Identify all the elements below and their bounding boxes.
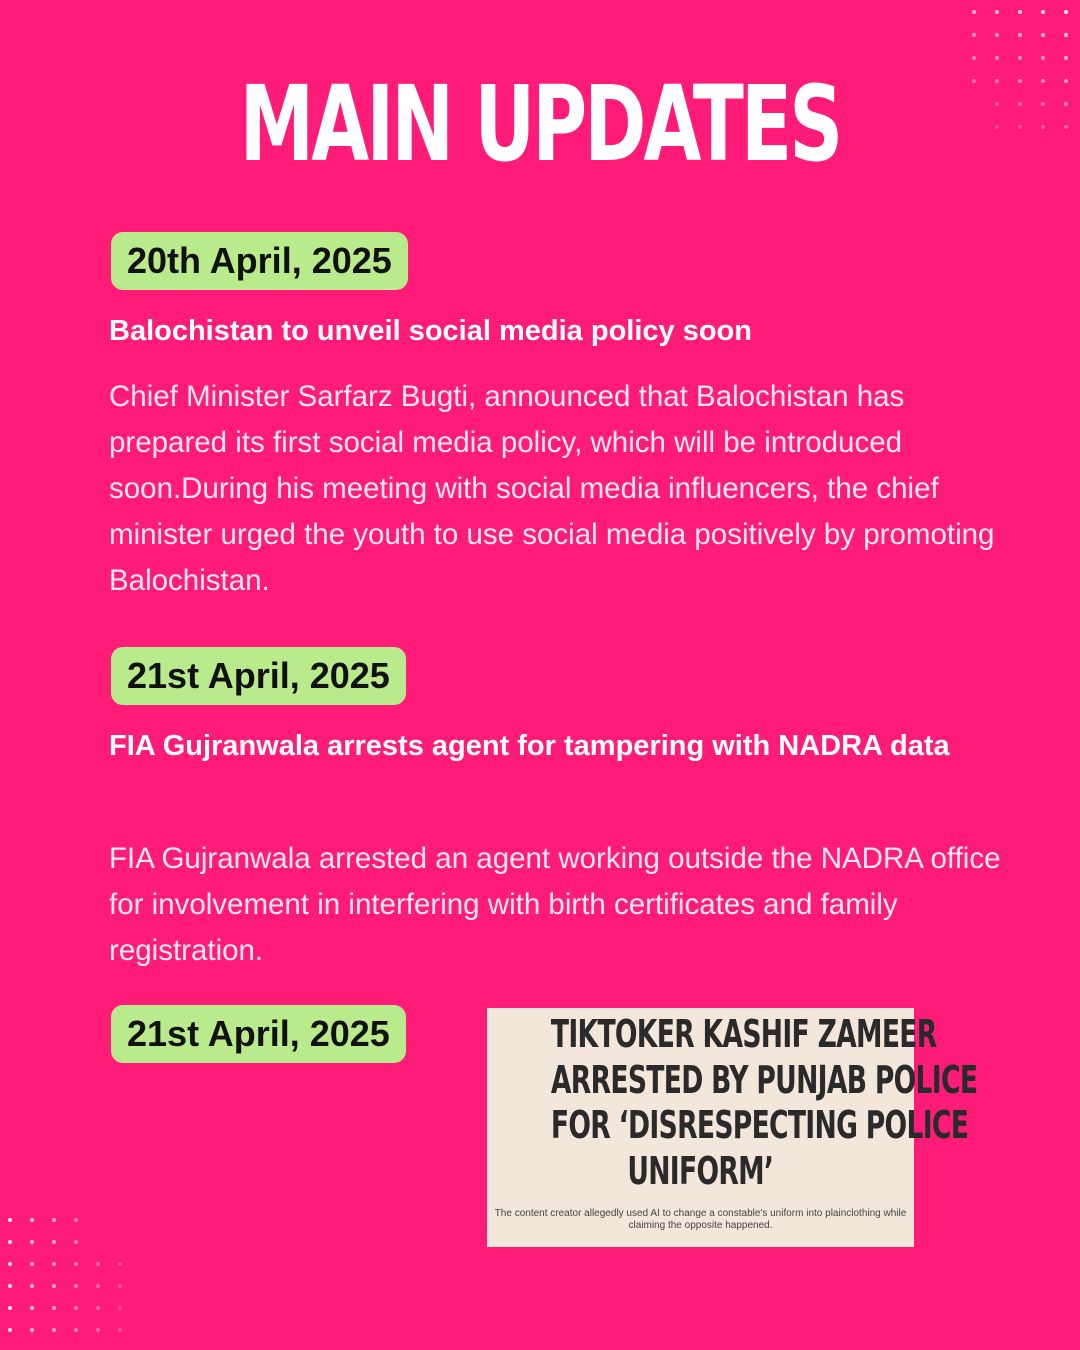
decorative-dot	[8, 1306, 12, 1310]
decorative-dot	[8, 1240, 12, 1244]
clipping-headline-line: ARRESTED BY PUNJAB POLICE	[550, 1057, 978, 1102]
date-badge: 21st April, 2025	[111, 647, 406, 705]
decorative-dot	[972, 79, 976, 83]
page-title: MAIN UPDATES	[239, 63, 841, 185]
decorative-dot	[118, 1306, 122, 1310]
clipping-headline-line: TIKTOKER KASHIF ZAMEER	[550, 1012, 937, 1056]
decorative-dot	[74, 1218, 78, 1222]
decorative-dot	[8, 1284, 12, 1288]
decorative-dot	[995, 79, 999, 83]
decorative-dot	[1041, 33, 1045, 37]
decorative-dot	[52, 1218, 56, 1222]
date-badge: 20th April, 2025	[111, 232, 408, 290]
decorative-dot	[972, 10, 976, 14]
clipping-headline	[550, 1012, 978, 1194]
decorative-dot	[1064, 33, 1068, 37]
decorative-dot	[30, 1306, 34, 1310]
date-badge: 21st April, 2025	[111, 1005, 406, 1063]
decorative-dot	[1018, 79, 1022, 83]
decorative-dot	[1064, 56, 1068, 60]
decorative-dot	[96, 1262, 100, 1266]
decorative-dot	[30, 1284, 34, 1288]
clipping-headline-line: FOR ‘DISRESPECTING POLICE	[550, 1103, 969, 1147]
decorative-dot	[74, 1284, 78, 1288]
decorative-dot	[1018, 56, 1022, 60]
decorative-dot	[8, 1328, 12, 1332]
decorative-dot	[118, 1262, 122, 1266]
update-body: FIA Gujranwala arrested an agent working outside the NADRA office for involvement in interfering with birth certificates and family registration.	[109, 842, 1001, 967]
decorative-dot	[1041, 56, 1045, 60]
decorative-dot	[52, 1284, 56, 1288]
decorative-dot	[118, 1284, 122, 1288]
decorative-dot	[1018, 102, 1022, 106]
decorative-dot	[96, 1306, 100, 1310]
decorative-dot	[52, 1262, 56, 1266]
decorative-dot	[1064, 102, 1068, 106]
decorative-dot	[995, 33, 999, 37]
decorative-dot	[96, 1328, 100, 1332]
clipping-caption: The content creator allegedly used AI to change a constable's uniform into plainclothing while claiming the opposite happened.	[494, 1208, 907, 1231]
decorative-dot	[8, 1218, 12, 1222]
decorative-dot	[1018, 125, 1022, 129]
decorative-dot	[1041, 79, 1045, 83]
decorative-dot	[74, 1328, 78, 1332]
decorative-dot	[74, 1262, 78, 1266]
decorative-dot	[1018, 10, 1022, 14]
decorative-dot	[972, 56, 976, 60]
decorative-dot	[74, 1306, 78, 1310]
decorative-dot	[1041, 125, 1045, 129]
decorative-dot	[1018, 33, 1022, 37]
decorative-dot	[118, 1328, 122, 1332]
update-body: Chief Minister Sarfarz Bugti, announced that Balochistan has prepared its first social media policy, which will be introduced soon.During his meeting with social media influencers, the chief minister urged the youth to use social media positively by promoting Balochistan.	[109, 380, 995, 597]
decorative-dot	[52, 1306, 56, 1310]
decorative-dot	[995, 56, 999, 60]
decorative-dot	[1064, 79, 1068, 83]
decorative-dot	[972, 33, 976, 37]
decorative-dot	[52, 1240, 56, 1244]
decorative-dot	[1064, 125, 1068, 129]
decorative-dot	[30, 1240, 34, 1244]
decorative-dot	[995, 10, 999, 14]
decorative-dot	[1041, 10, 1045, 14]
decorative-dot	[30, 1328, 34, 1332]
decorative-dot	[74, 1240, 78, 1244]
decorative-dot	[30, 1218, 34, 1222]
decorative-dot	[1041, 102, 1045, 106]
decorative-dot	[52, 1328, 56, 1332]
update-headline: FIA Gujranwala arrests agent for tampering with NADRA data	[109, 730, 950, 762]
decorative-dot	[995, 102, 999, 106]
news-clipping	[487, 1008, 978, 1247]
decorative-dot	[96, 1284, 100, 1288]
update-headline: Balochistan to unveil social media policy soon	[109, 315, 752, 347]
decorative-dot	[8, 1262, 12, 1266]
clipping-headline-line: UNIFORM’	[627, 1148, 774, 1193]
decorative-dot	[30, 1262, 34, 1266]
decorative-dot	[995, 125, 999, 129]
decorative-dot	[1064, 10, 1068, 14]
